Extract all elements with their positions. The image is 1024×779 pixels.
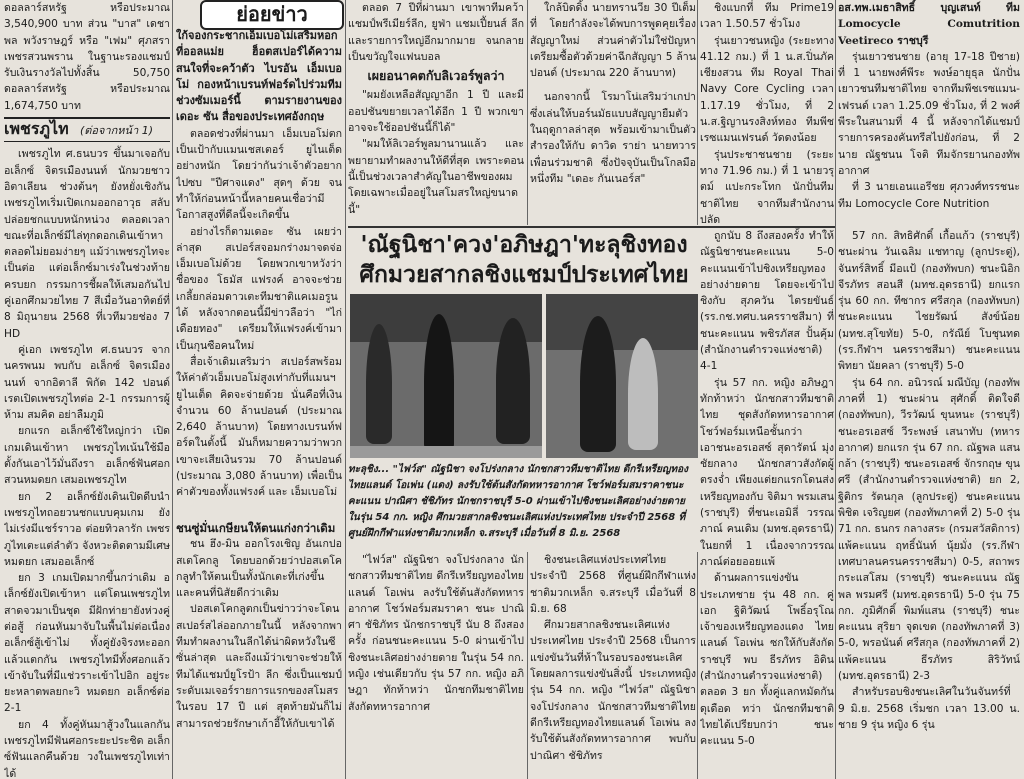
column-cycling-1 bbox=[700, 0, 834, 225]
sub-heading: เผยอนาคตกับลิเวอร์พูลว่า bbox=[367, 68, 505, 84]
body-paragraph: ศึกมวยสากลชิงชนะเลิศแห่งประเทศไทย ประจำปี 2568 เป็นการแข่งขันวันที่ห้าในรอบรองชนะเลิศ โดยผลการแข่งขันสิ่งนี้ ประเภทหญิง รุ่น 54 กก. หญิง "ไฟว์ส" ณัฐนิชา จงโปร่งกลาง นักชกสาวทีมชาติไทย ดีกรีเหรียญทองไทยแลนด์ โอเพ่น ลงรับใช้ต้นสังกัดทหารอากาศ พบกับ ปาณิศา ชัชิภัทร bbox=[530, 619, 696, 762]
story-headline bbox=[348, 230, 700, 290]
column-rule bbox=[527, 0, 528, 225]
boxer-figure bbox=[628, 338, 658, 450]
column-rule bbox=[345, 0, 346, 779]
story-column-1 bbox=[348, 552, 524, 779]
story-column-4 bbox=[838, 228, 1020, 779]
heading-note: (ต่อจากหน้า 1) bbox=[79, 124, 154, 138]
body-paragraph: สื่อเจ้าเดิมเสริมว่า สเปอร์สพร้อมให้ค่าตัวเอ็มเบอโม่สูงเท่ากับที่แมนฯ ยูไนเต็ด คิดจะจ่ายด้วย นั่นคือที่เงินจำนวน 60 ล้านปอนด์ (ประมาณ 2,640 ล้านบาท) โดยทางเบรนท์ฟอร์ดในตั้งนี้ มันก็หมายความว่าพวกเขาจะเสียเงินรวม 70 ล้านปอนด์ (ประมาณ 3,080 ล้านบาท) เพื่อเป็นค่าตัวของทั้งแฟรงค์ และ เอ็มเบอโม่ bbox=[176, 355, 342, 499]
body-paragraph: ที่ 3 นายเอนแอรีชย ศุภวงศ์ทรรชนะ ทีม Lomocycle Core Nutrition bbox=[838, 181, 1020, 210]
column-rule bbox=[697, 0, 698, 225]
story-column-3 bbox=[700, 228, 834, 779]
body-paragraph: ยกแรก อเล็กซ์ใช้ใหญ่กว่า เปิดเกมเดินเข้าหา เพชรภูไทเน้นใช้มือตั้งกันเอาไว้มั่นถึงรา อเล็กซ์ฟันศอกสวนหมดยก เสมอเพชรภูไท bbox=[4, 425, 170, 487]
brief-headline: ใก้จองกระชากเอ็มเบอโม่เสริมหอก ที่ออลแม่ย ฮ็อตสเปอร์ได้ความสนใจที่จะคว้าตัว ไบรอัน เอ็มเบอโม่ กองหน้าเบรนท์ฟอร์ดไปร่วมทีมช่วงซัมเมอร์นี้ ตามรายงานของเดอะ ซัน สื่อของประเทศอังกฤษ bbox=[176, 29, 342, 124]
body-paragraph: ยก 4 ทั้งคู่หันมาสู้วงในแลกกัน เพชรภูไทมีฟันศอกระยะประชิด อเล็กซ์ฟันแลกคืนด้วย วงในเพชรภูไทเท่าได้ bbox=[4, 718, 170, 779]
column-rule bbox=[172, 0, 173, 779]
body-paragraph: ชน ฮึง-มิน ออกโรงเชิญ อันเกปอสเตโคกลู โดยบอกด้วยว่าปอสเตโคกลูทำให้ตนเป็นทั้งนักเตะที่เก่งขึ้นและคนที่นิสัยดีกว่าเดิม bbox=[176, 538, 342, 600]
column-cycling-2 bbox=[838, 0, 1020, 225]
boxing-photo-left bbox=[350, 294, 542, 458]
column-news-brief-2 bbox=[176, 520, 342, 779]
body-paragraph: รุ่น 57 กก. หญิง อภิษฎา ทักท้าหว่า นักชกสาวทีมชาติไทย ชุดสังกัดทหารอากาศ โชว์ฟอร์มเหนือชั้นกว่า เอาชนะอรเอสซ์ สุดารัตน์ มุ่งชัยกลาง นักชกสาวสังกัดผู้ตรงจ่ำ เพียงแต่ยกแรกโดนส่งเหรียญทองกับ จิติมา พรมเสน (ราชบุรี) ที่ชนะเอมิลี่ วรรณภาณ์ คนเดิม (มทช.อุดรธานี) ในยกที่ 1 เนื่องจากวรรณภาณ์ต่อยออยแพ้ bbox=[700, 376, 834, 568]
body-paragraph: ชิงแบกที่ ทีม Prime19 เวลา 1.50.57 ชั่วโมง bbox=[700, 2, 834, 31]
section-badge: ย่อยข่าว bbox=[200, 0, 344, 30]
brief-heading: ชนซู่มั่นเกษียนให้ตนแก่งกว่าเดิม bbox=[176, 521, 336, 535]
story-column-2 bbox=[530, 552, 696, 779]
body-paragraph: รุ่น 64 กก. อนิวรณ์ มณีบัญ (กองทัพภาคที่ 1) ชนะผ่าน สุศักดิ์ ติดใจดี (กองทัพบก), วีรวัฒน์ ขุนหนะ (ราชบุรี) ชนะอรเอสซ์ วีระพงษ์ เสนาทับ (ทหารอากาศ) ยกแรก รุ่น 67 กก. ณัฐพล แสนกล้า (ราชบุรี) ชนะอรเอสซ์ จักรกฤษ ขุนศรี (สำนักงานตำรวจแห่งชาติ) ยก 2, ฐิติกร รัตนกุล (ลูกประดู่) ชนะคะแนน พิชิต เจริญยศ (กองทัพภาคที่ 2) 5-0 รุ่น 71 กก. ธนกร กลางสระ (กรมสวัสดิการ) แพ้คะแนน ฤทธิ์นันท์ นุ้ยมั่ง (รร.กีฬาเทศบาลนครนครราชสีมา) 0-5, สถาพร กระแสโสม (ราชบุรี) ชนะคะแนน ณัฐพล พรมศรี (มทช.อุดรธานี) 5-0 รุ่น 75 กก. ภูมิศักดิ์ พิมพ์แสน (ราชบุรี) ชนะคะแนน สุริยา จุดเขต (กองทัพภาคที่ 3) 5-0, พรอนันต์ ศรีสกุล (กองทัพภาคที่ 2) แพ้คะแนน ธีรภัทร สิริวัทน์ (มทช.อุดรธานี) 2-3 bbox=[838, 376, 1020, 683]
column-petchputhai bbox=[4, 0, 170, 779]
quote-paragraph: "ผมยังเหลือสัญญาอีก 1 ปี และมีออปชันขยายเวลาได้อีก 1 ปี พวกเขาอาจจะใช้ออปชันนี้ก็ได้" bbox=[348, 89, 524, 135]
arena-background bbox=[546, 294, 698, 350]
ring-floor bbox=[350, 446, 542, 458]
headline-line-1: 'ณัฐนิชา'ควง'อภิษฎา'ทะลุชิงทอง bbox=[360, 231, 688, 258]
body-paragraph: ใกล้บิดดิ้ง นายทรานวีย 30 ปีเต็มที่ โดยกำลังจะได้พบการพูดคุยเรื่องสัญญาใหม่ ส่วนค่าตัวไม่ใช่ปัญหา เตรียมซื้อตัวด้วยค่าฉีกสัญญา 5 ล้านปอนด์ (ประมาณ 220 ล้านบาท) bbox=[530, 2, 696, 80]
body-paragraph: รุ่นประชาชนชาย (ระยะทาง 71.96 กม.) ที่ 1 นายวรุตม์ แปะกระโทก นักปั่นทีมชาติไทย จากทีมสำนักงานปลัด bbox=[700, 148, 834, 225]
body-paragraph: สำหรับรอบชิงชนะเลิศในวันจันทร์ที่ 9 มิ.ย. 2568 เริ่มชก เวลา 13.00 น. ชาย 9 รุ่น หญิง 6 รุ่น bbox=[838, 686, 1020, 731]
body-paragraph: ตลอดช่วงที่ผ่านมา เอ็มเบอโม่ตกเป็นเป้ากับแมนเชสเตอร์ ยูไนเต็ด อย่างหนัก โดยว่ากันว่าเจ้าตัวอยากไปซบ "ปีศาจแดง" สุดๆ ด้วย จนทำให้ก่อนหน้านี้หลายคนเชื่อว่ามีโอกาสสูงที่ดีลนี้จะเกิดขึ้น bbox=[176, 127, 342, 222]
column-rule bbox=[697, 552, 698, 779]
column-liverpool bbox=[348, 0, 524, 225]
body-paragraph: 57 กก. สิทธิศักดิ์ เกื้อแก้ว (ราชบุรี) ชนะผ่าน วันเฉลิม แชทาญ (ลูกประดู่), จันทร์สิทธิ์ มีอแป้ (กองทัพบก) ชนะนิอิกจีรภัทร สอนสี (มทช.อุดรธานี) ยกแรก รุ่น 60 กก. ทีซากร ศรีสกุล (กองทัพบก) ชนะคะแนน ไชยรัฒน์ สังข์น้อย (มทช.สุโขทัย) 5-0, กรัณีย์ โบชุนทด (รร.กีฬาฯ นครราชสีมา) ชนะคะแนน พิทยา นัยคลา (ราชบุรี) 5-0 bbox=[838, 230, 1020, 373]
body-paragraph: รุ่นเยาวชนชาย (อายุ 17-18 ปีชาย) ที่ 1 นายพงศ์พีระ พงษ์อายุธุล นักปั่นเยาวชนทีมชาติไทย จากทีมพีชเรซแมน-เฟรนด์ เวลา 1.25.09 ชั่วโมง, ที่ 2 พงศ์พีระในสนามที่ 4 นี้ หลังจากได้แชมป์รายการครองคันทรีสไปยังก่อน, ที่ 2 นาย ณัฐชนน โจติ ทีมจักรยานกองทัพอากาศ bbox=[838, 50, 1020, 177]
body-paragraph: อย่างไรก็ตามเดอะ ซัน เผยว่าล่าสุด สเปอร์สจอมกร่างมาจดจ่อเอ็มเบอโม่ด้วย โดยพวกเขาหวังว่าชื่อของ โธมัส แฟรงค์ อาจจะช่วยเกลี้ยกล่อมดาวเตะทีมชาติแคเมอรูนได้ หลังจากตอนนี้มีข่าวลือว่า "ไก่เดือยทอง" เตรียมให้แฟรงค์เข้ามาเป็นกุนซือคนใหม่ bbox=[176, 225, 342, 352]
body-paragraph: อส.ทพ.เมธาสิทธิ์ บุญเสนท์ ทีม Lomocycle Comutrition Veetireco ราชบุรี bbox=[838, 2, 1020, 47]
quote-paragraph: "ผมให้ลิเวอร์พูลมานานแล้ว และพยายามทำผลงานให้ดีที่สุด เพราะตอนนี้เป็นช่วงเวลาสำคัญในอาชีพของผม โดยเฉพาะเมื่ออยู่ในสโมสรใหญ่ขนาดนี้" bbox=[348, 138, 524, 216]
body-paragraph: ตลอด 7 ปีที่ผ่านมา เขาพาทีมคว้าแชมป์พรีเมียร์ลีก, ยูฟ่า แชมเปี้ยนส์ ลีก และรายการใหญ่อีกมากมาย จนกลายเป็นขวัญใจแฟนบอล bbox=[348, 2, 524, 63]
column-kepa bbox=[530, 0, 696, 225]
boxing-photo-right bbox=[546, 294, 698, 458]
column-news-brief bbox=[176, 28, 342, 548]
body-paragraph: "ไฟว์ส" ณัฐนิชา จงโปร่งกลาง นักชกสาวทีมชาติไทย ดีกรีเหรียญทองไทยแลนด์ โอเพ่น ลงรับใช้ต้นสังกัดทหารอากาศ โชว์ฟอร์มสมราคา ชนะ ปาณิศา ชัชิภัทร นักชกราชบุรี นับ 8 ถึงสองครั้ง ก่อนชนะคะแนน 5-0 ผ่านเข้าไปชิงชนะเลิศอย่างง่ายดาย ในรุ่น 54 กก. หญิง เช่นเดียวกับ รุ่น 57 กก. หญิง อภิษฎา ทักท้าหว่า นักชกทีมชาติไทย สังกัดทหารอากาศ bbox=[348, 554, 524, 713]
column-rule bbox=[527, 552, 528, 779]
body-paragraph: เพชรภูไท ศ.ธนบวร ขึ้นมาเจอกับ อเล็กซ์ จิตรเมืองนนท์ นักมวยชาวอิตาเลียน ช่วงต้นๆ ยังหยั่งเชิงกัน เพชรภูไทเริ่มเปิดเกมออกอาวุธ สลับปล่อยชกแบบหนักหน่วง ตลอดเวลา ขณะที่อเล็กซ์มีไล่ทุกดอกเดินเข้าหาตลอดไม่ยอมง่ายๆ แม้ว่าเพชรภูไทจะเป็นต่อ แต่อเล็กซ์มาเร่งในช่วงท้าย ครบยก กรรมการชี้ผลให้เสมอกันไป คู่เอกศึกมวยไทย 7 สีเมื่อวันอาทิตย์ที่ 8 มิถุนายน 2568 ที่เวทีมวยช่อง 7 HD bbox=[4, 148, 170, 340]
boxer-figure bbox=[580, 316, 616, 452]
body-paragraph: ชิงชนะเลิศแห่งประเทศไทย ประจำปี 2568 ที่ศูนย์ฝึกกีฬาแห่งชาติมวกเหล็ก จ.สระบุรี เมื่อวันที่ 8 มิ.ย. 68 bbox=[530, 554, 696, 615]
body-paragraph: ปอสเตโคกลูตกเป็นข่าวว่าจะโดนสเปอร์สไล่ออกภายในนี้ หลังจากพาทีมทำผลงานในลีกได้น่าผิดหวังในซีซั่นล่าสุด และถึงแม้ว่าเขาจะช่วยให้ทีมได้แชมป์ยูโรป้า ลีก ซึ่งเป็นแชมป์ระดับเมเจอร์รายการแรกของสโมสรในรอบ 17 ปี แต่ สุดท้ายมันก็ไม่สามารถช่วยรักษาเก้าอี้ให้กับเขาได้ bbox=[176, 603, 342, 730]
section-heading bbox=[4, 117, 170, 142]
top-text: ดอลลาร์สหรัฐ หรือประมาณ 3,540,900 บาท ส่วน "บาส" เดชาพล พวังราษฎร์ หรือ "เฟม" ศุภสรา เพชรสวนพราน ในฐานะรองแชมป์ รับเงินรางวัลไปทั้งสิ้น 50,750 ดอลลาร์สหรัฐ หรือประมาณ 1,674,750 บาท bbox=[4, 2, 170, 112]
body-paragraph: ถูกนับ 8 ถึงสองครั้ง ทำให้ณัฐนิชาชนะคะแนน 5-0 คะแนนเข้าไปชิงเหรียญทองอย่างง่ายดาย โดยจะเข้าไปชิงกับ สุภควัน ไตรยขันธ์ (รร.กช.ทศบ.นครราชสีมา) ที่ชนะคะแนน พชิรภัสส ปั้นคุ้ม (สำนักงานตำรวจแห่งชาติ) 4-1 bbox=[700, 230, 834, 373]
column-rule bbox=[835, 0, 836, 779]
body-paragraph: ยก 2 อเล็กซ์ยังเดินเปิดดีบนำเพชรภูไทถอยวนชกแบบคุมเกม ยังไม่เร่งมีแชร์ราวอ ต่อยทิวลารัก เพชรภูไทเตะแต่ลำตัว จังหวะติดตามมีเศษ หมดยก เสมออเล็กซ์ bbox=[4, 490, 170, 568]
body-paragraph: รุ่นเยาวชนหญิง (ระยะทาง 41.12 กม.) ที่ 1 น.ส.ปิ่นภัค เชียงสวน ทีม Royal Thai Navy Core Cycling เวลา 1.17.19 ชั่วโมง, ที่ 2 น.ส.ฐิญานรงสิงห์ทอง ทีมพีชเรซแมนเฟรนด์ วัดดงน้อย bbox=[700, 34, 834, 145]
referee-figure bbox=[424, 314, 454, 452]
photo-caption: ทะลุชิง... "ไฟว์ส" ณัฐนิชา จงโปร่งกลาง นักชกสาวทีมชาติไทย ดีกรีเหรียญทองไทยแลนด์ โอเพ่น (แดง) ลงรับใช้ต้นสังกัดทหารอากาศ โชว์ฟอร์มสมราคาชนะคะแนน ปาณิศา ชัชิภัทร นักชกราชบุรี 5-0 ผ่านเข้าไปชิงชนะเลิศอย่างง่ายดาย ในรุ่น 54 กก. หญิง ศึกมวยสากลชิงชนะเลิศแห่งประเทศไทย ประจำปี 2568 ที่ศูนย์ฝึกกีฬาแห่งชาติมวกเหล็ก จ.สระบุรี เมื่อวันที่ 8 มิ.ย. 2568 bbox=[348, 464, 689, 539]
boxer-figure bbox=[496, 318, 530, 444]
body-paragraph: ยก 3 เกมเปิดมากขึ้นกว่าเดิม อเล็กซ์ยังเปิดเข้าหา แต่โดนเพชรภูไทสาดจวมาเป็นชุด มีฝักท่ายายังห่วงคู่ต่อสู้ ก่อนหันมาจับในพื้นไม่ต่อเนื่อง อเล็กซ์สู้เข้าไม่ ทั้งคู่ยังจิรงหะออกแล้วแตกกัน เพชรภูไทมีทั้งศอกแล้วเข้าจับในที่มีแช่วราะเข้าไปอิก อยู่ระยะหลาดพลยกะวิ หมดยก อเล็กซ์ต่อ 2-1 bbox=[4, 572, 170, 715]
body-paragraph: นอกจากนี้ โรมาโน่เสริมว่าเกปาซึ่งเล่นให้บอร์นมัธแบบสัญญายืมตัวในฤดูกาลล่าสุด พร้อมเข้ามาเป็นตัวสำรองให้กับ ดาวิด ราย่า นายทวารเพื่อนร่วมชาติ ซึ่งปัจจุบันเป็นโกลมือหนึ่งทีม "เดอะ กันเนอร์ส" bbox=[530, 91, 696, 185]
heading-title: เพชรภูไท bbox=[4, 119, 69, 139]
headline-line-2: ศึกมวยสากลชิงแชมป์ประเทศไทย bbox=[359, 261, 689, 288]
body-paragraph: คู่เอก เพชรภูไท ศ.ธนบวร จากนครพนม พบกับ อเล็กซ์ จิตรเมืองนนท์ จากอิตาลี พิกัด 142 ปอนด์ เรตเปิดเพชรภูไทต่อ 2-1 กรรมการผู้ห้าม สมคิด อย่าลืมภูมิ bbox=[4, 343, 170, 422]
boxer-figure bbox=[366, 324, 392, 444]
body-paragraph: ด้านผลการแข่งขันประเภทชาย รุ่น 48 กก. คู่เอก ฐิติวัฒน์ โพธิ์อรุโณ เจ้าของเหรียญทองแดง ไทยแลนด์ โอเพ่น ซกให้กับสังกัดราชบุรี พบ ธีรภัทร อิดิน (สำนักงานตำรวจแห่งชาติ) ตลอด 3 ยก ทั้งคู่แลกหมัดกันดุเดือด ทว่า นักชกทีมชาติไทยได้เปรียบกว่า ชนะคะแนน 5-0 bbox=[700, 572, 834, 748]
